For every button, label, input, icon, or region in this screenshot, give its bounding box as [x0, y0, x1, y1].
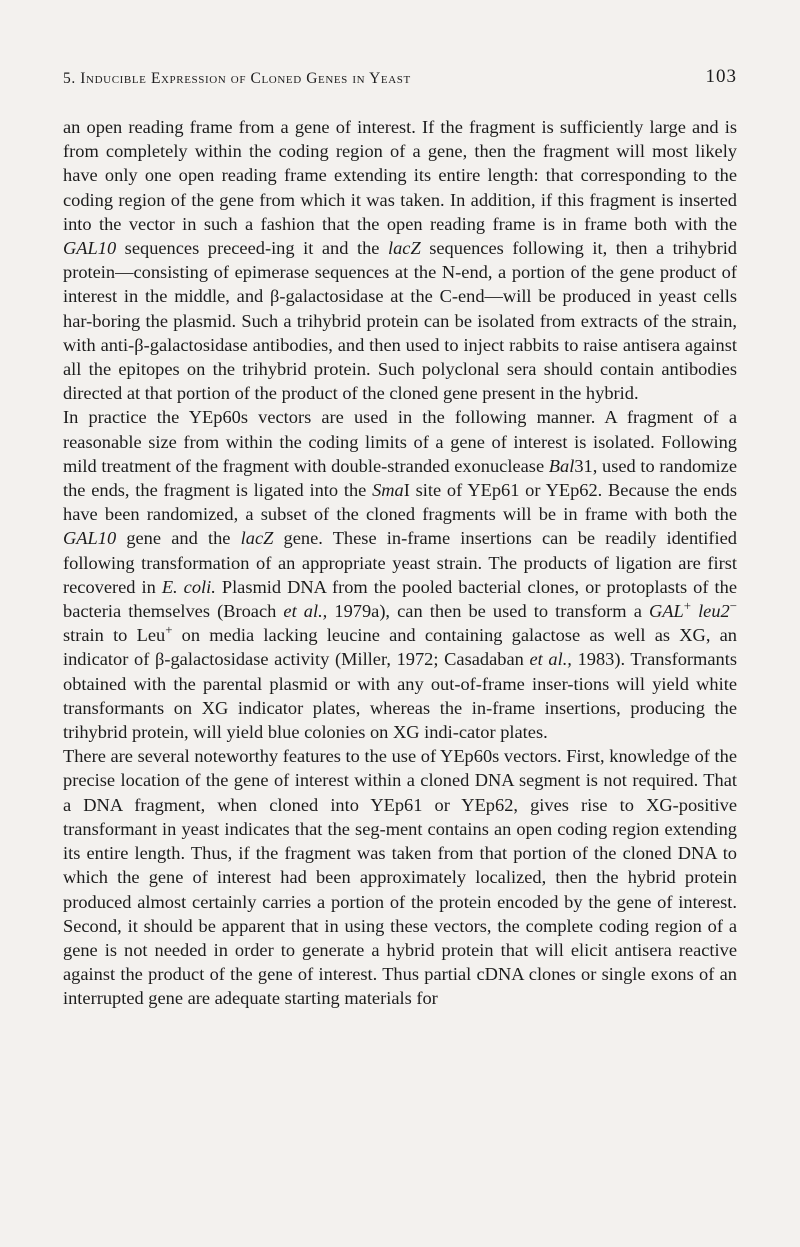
italic-term: lacZ: [387, 238, 421, 259]
paragraph-2: [63, 405, 737, 744]
paragraph-1: [63, 115, 737, 405]
italic-term: et al.,: [283, 601, 328, 622]
text-run: 1979a), can then be used to transform a: [327, 601, 649, 622]
text-run: 1983). Transformants obtained with the parental plasmid or with any out-of-frame inser-tions will yield white transformants on XG indicator plates, whereas the in-frame insertions, producing the trihybrid protein, will yield blue colonies on XG indi-cator plates.: [63, 649, 737, 743]
text-run: an open reading frame from a gene of interest. If the fragment is sufficiently large and is from completely within the coding region of a gene, then the fragment will most likely have only one open reading frame extending its entire length: that corresponding to the coding region of the gene from which it was taken. In addition, if this fragment is inserted into the vector in such a fashion that the open reading frame is in frame both with the: [63, 117, 737, 234]
italic-term: lacZ: [240, 528, 274, 549]
italic-term: Sma: [372, 480, 404, 501]
text-run: on media lacking leucine and containing galactose as well as XG, an indicator of β-galactosidase activity (Miller, 1972; Casadaban: [63, 625, 737, 670]
superscript: −: [729, 598, 737, 613]
body-text: [63, 115, 737, 1011]
page-number: 103: [705, 66, 737, 87]
italic-term: Bal: [548, 455, 575, 476]
text-run: sequences following it, then a trihybrid protein—consisting of epimerase sequences at the N-end, a portion of the gene product of interest in the middle, and β-galactosidase at the C-end—will be produced in yeast cells har-boring the plasmid. Such a trihybrid protein can be isolated from extracts of the strain, with anti-β-galactosidase antibodies, and then used to inject rabbits to raise antisera against all the epitopes on the trihybrid protein. Such polyclonal sera should contain antibodies directed at that portion of the product of the cloned gene present in the hybrid.: [63, 238, 738, 404]
italic-term: GAL: [648, 601, 684, 622]
italic-term: leu2: [698, 601, 730, 622]
text-run: Plasmid DNA from the pooled bacterial clones, or protoplasts of the bacteria themselves (Broach: [63, 576, 737, 622]
text-run: strain to Leu: [63, 625, 166, 646]
superscript: +: [683, 598, 691, 613]
text-run: In practice the YEp60s vectors are used in the following manner. A fragment of a reasonable size from within the coding limits of a gene of interest is isolated. Following mild treatment of the fragment with double-stranded exonuclease: [63, 407, 737, 476]
italic-term: et al.,: [529, 649, 572, 670]
superscript: +: [165, 623, 173, 638]
paragraph-3: [63, 744, 737, 1010]
text-run: gene. These in-frame insertions can be readily identified following transformation of an appropriate yeast strain. The products of ligation are first recovered in: [63, 528, 737, 597]
text-run: gene and the: [116, 528, 241, 549]
text-run: 31, used to randomize the ends, the fragment is ligated into the: [63, 455, 737, 501]
italic-term: GAL10: [63, 238, 117, 259]
running-head: 5. Inducible Expression of Cloned Genes in Yeast: [63, 70, 411, 87]
italic-term: E. coli.: [161, 576, 216, 597]
italic-term: GAL10: [63, 528, 117, 549]
text-run: [691, 601, 698, 621]
text-run: I site of YEp61 or YEp62. Because the ends have been randomized, a subset of the cloned fragments will be in frame with both the: [63, 480, 737, 525]
text-run: sequences preceed-ing it and the: [116, 238, 388, 259]
text-run: There are several noteworthy features to the use of YEp60s vectors. First, knowledge of the precise location of the gene of interest within a cloned DNA segment is not required. That a DNA fragment, when cloned into YEp61 or YEp62, gives rise to XG-positive transformant in yeast indicates that the seg-ment contains an open coding region extending its entire length. Thus, if the fragment was taken from that portion of the cloned DNA to which the gene of interest had been approximately localized, then the hybrid protein produced almost certainly carries a portion of the protein encoded by the gene of interest. Second, it should be apparent that in using these vectors, the complete coding region of a gene is not needed in order to generate a hybrid protein that will elicit antisera reactive against the product of the gene of interest. Thus partial cDNA clones or single exons of an interrupted gene are adequate starting materials for: [63, 746, 737, 1009]
